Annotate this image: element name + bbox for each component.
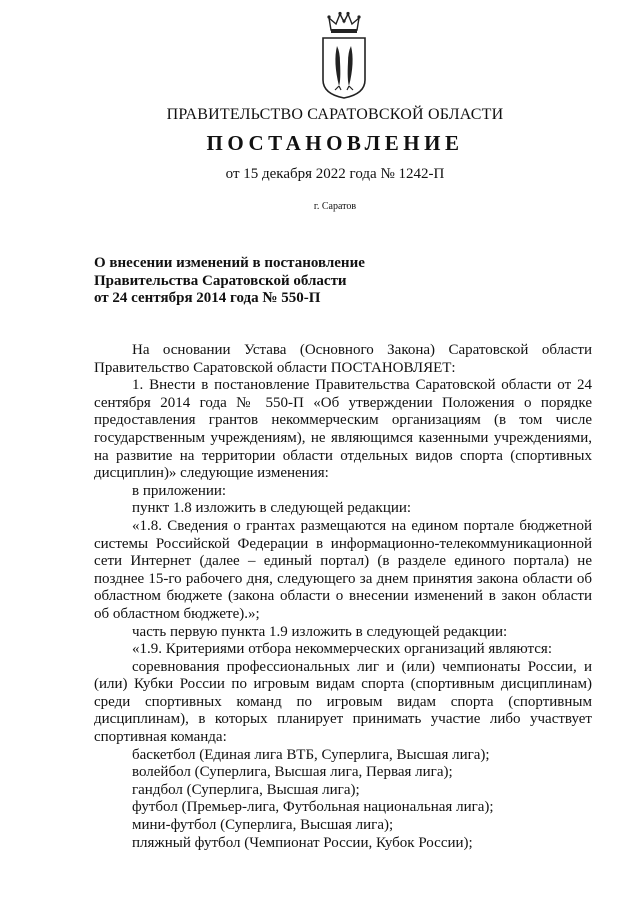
body-paragraph: соревнования профессиональных лиг и (или) чемпионаты России, и (или) Кубки России по игровым видам спорта (спортивным дисциплинам) среди спортивных команд по игровым видам спорта (спортивным дисциплинам), в которых планирует принимать участие либо участвует спортивная команда: <box>94 658 592 746</box>
body-paragraph: На основании Устава (Основного Закона) Саратовской области Правительство Саратовской области ПОСТАНОВЛЯЕТ: <box>94 342 592 376</box>
subject-line: Правительства Саратовской области <box>94 272 347 289</box>
body-paragraph: 1. Внести в постановление Правительства Саратовской области от 24 сентября 2014 года № 550-П «Об утверждении Положения о порядке предоставления грантов некоммерческим организациям (в том числе государственным учреждениям), не являющимся казенными учреждениями, на развитие на территории области отдельных видов спорта (спортивных дисциплин)» следующие изменения: <box>94 377 592 482</box>
body-paragraph: баскетбол (Единая лига ВТБ, Суперлига, Высшая лига); <box>132 746 490 763</box>
body-paragraph: «1.9. Критериями отбора некоммерческих организаций являются: <box>132 641 552 658</box>
document-date-number: от 15 декабря 2022 года № 1242-П <box>225 166 445 182</box>
document-subject <box>94 255 494 308</box>
coat-of-arms-icon <box>319 10 369 100</box>
subject-line: О внесении изменений в постановление <box>94 255 365 271</box>
body-paragraph: гандбол (Суперлига, Высшая лига); <box>132 781 360 798</box>
body-paragraph: мини-футбол (Суперлига, Высшая лига); <box>132 817 394 834</box>
body-paragraph: в приложении: <box>132 482 227 499</box>
body-paragraph: волейбол (Суперлига, Высшая лига, Первая лига); <box>132 764 453 781</box>
body-paragraph: пляжный футбол (Чемпионат России, Кубок России); <box>132 834 473 851</box>
body-paragraph: «1.8. Сведения о грантах размещаются на едином портале бюджетной системы Российской Федерации в информационно-телекоммуникационной сети Интернет (далее – единый портал) (в разделе единого портала) не позднее 15-го рабочего дня, следующего за днем принятия закона области об областном бюджете (закона области о внесении изменений в закон области об областном бюджете).»; <box>94 517 592 622</box>
body-paragraph: пункт 1.8 изложить в следующей редакции: <box>132 500 412 517</box>
city-name: г. Саратов <box>313 201 357 212</box>
subject-line: от 24 сентября 2014 года № 550-П <box>94 290 321 306</box>
document-body <box>94 342 592 852</box>
body-paragraph: часть первую пункта 1.9 изложить в следующей редакции: <box>132 623 508 640</box>
document-type: ПОСТАНОВЛЕНИЕ <box>206 131 464 155</box>
body-paragraph: футбол (Премьер-лига, Футбольная национальная лига); <box>132 799 494 816</box>
organization-name: ПРАВИТЕЛЬСТВО САРАТОВСКОЙ ОБЛАСТИ <box>166 106 504 123</box>
